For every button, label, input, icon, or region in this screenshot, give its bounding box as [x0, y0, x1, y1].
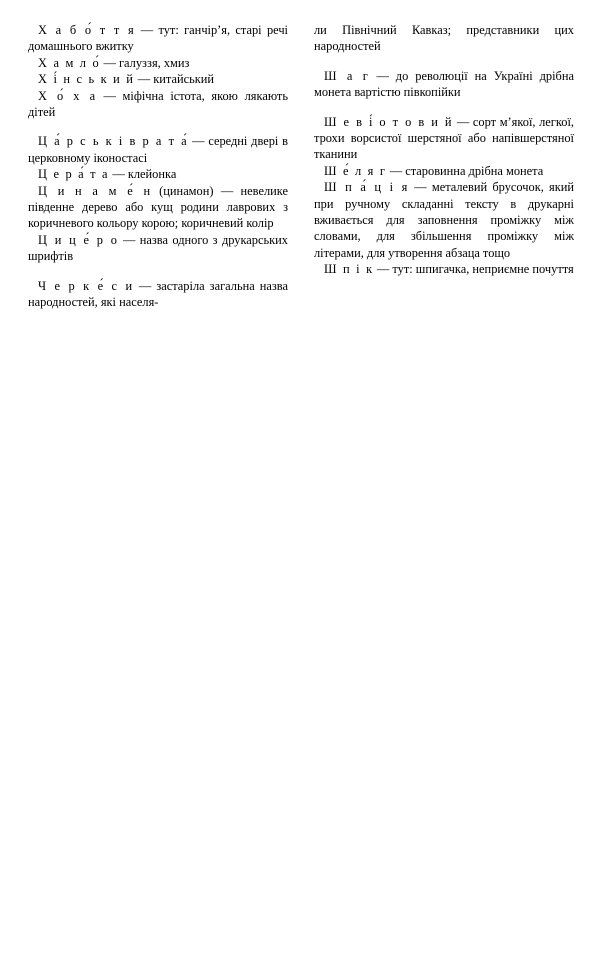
two-column-layout	[28, 22, 574, 311]
entry-headword: Х і́ н с ь к и й	[38, 72, 135, 87]
dictionary-entry	[314, 179, 574, 261]
entry-definition: — старовинна дрібна монета	[386, 163, 544, 178]
entry-definition: — застаріла загальна назва народностей, які населя-	[28, 278, 288, 310]
entry-headword: Ш п а́ ц і я	[324, 180, 410, 195]
entry-headword: Ш п і к	[324, 262, 374, 277]
dictionary-entry	[28, 55, 288, 71]
entry-headword: Ц и ц е́ р о	[38, 232, 119, 247]
dictionary-entry	[28, 278, 288, 311]
entry-definition: — назва одного з друкарських шрифтів	[28, 232, 288, 264]
dictionary-entry	[28, 88, 288, 121]
dictionary-entry	[28, 22, 288, 55]
entry-definition: — сорт мʼякої, легкої, трохи ворсистої шерстяної або напівшерстяної тканини	[314, 114, 575, 162]
dictionary-entry	[314, 163, 574, 179]
entry-headword: Ш а г	[324, 68, 370, 83]
dictionary-entry	[314, 261, 574, 277]
dictionary-entry	[314, 68, 574, 101]
entry-definition: — металевий брусочок, який при ручному складанні тексту в друкарні вживається для заповнення проміжку між словами, для збільшення проміжку між літерами, для утворення абзаца тощо	[314, 180, 574, 260]
entry-continuation: ли Північний Кавказ; представники цих народностей	[314, 23, 574, 54]
entry-headword: Ц е р а́ т а	[38, 167, 110, 182]
entry-headword: Х о́ х а	[38, 88, 97, 103]
entry-headword: Х а б о́ т т я	[38, 23, 136, 37]
right-column	[314, 22, 574, 311]
entry-definition: (цинамон) — невелике південне дерево або кущ родини лаврових з коричневого кольору корою; коричневий колір	[28, 183, 288, 231]
entry-headword: Ч е р к е́ с и	[38, 278, 134, 293]
entry-definition: — міфічна істота, якою лякають дітей	[28, 88, 288, 120]
dictionary-entry	[314, 114, 574, 163]
entry-definition: — тут: ганчірʼя, старі речі домашнього вжитку	[28, 23, 288, 54]
dictionary-entry	[28, 71, 288, 87]
left-column	[28, 22, 288, 311]
entry-headword: Ц и н а м е́ н	[38, 183, 152, 198]
dictionary-entry	[28, 166, 288, 182]
entry-headword: Ш е в і́ о т о в и й	[324, 114, 454, 129]
entry-headword: Ш е́ л я г	[324, 163, 387, 178]
entry-definition: — клейонка	[109, 167, 177, 182]
dictionary-entry	[28, 133, 288, 166]
entry-definition: — до революції на Україні дрібна монета вартістю півкопійки	[314, 68, 574, 100]
dictionary-entry	[28, 183, 288, 232]
dictionary-entry	[28, 232, 288, 265]
entry-headword: Ц а́ р с ь к і в р а т а́	[38, 134, 189, 149]
entry-definition: — китайський	[134, 72, 215, 87]
entry-definition: — тут: шпигачка, неприємне почуття	[373, 262, 574, 277]
entry-headword: Х а м л о́	[38, 55, 101, 70]
entry-definition: — середні двері в церковному іконостасі	[28, 134, 289, 165]
entry-definition: — галуззя, хмиз	[100, 55, 190, 70]
